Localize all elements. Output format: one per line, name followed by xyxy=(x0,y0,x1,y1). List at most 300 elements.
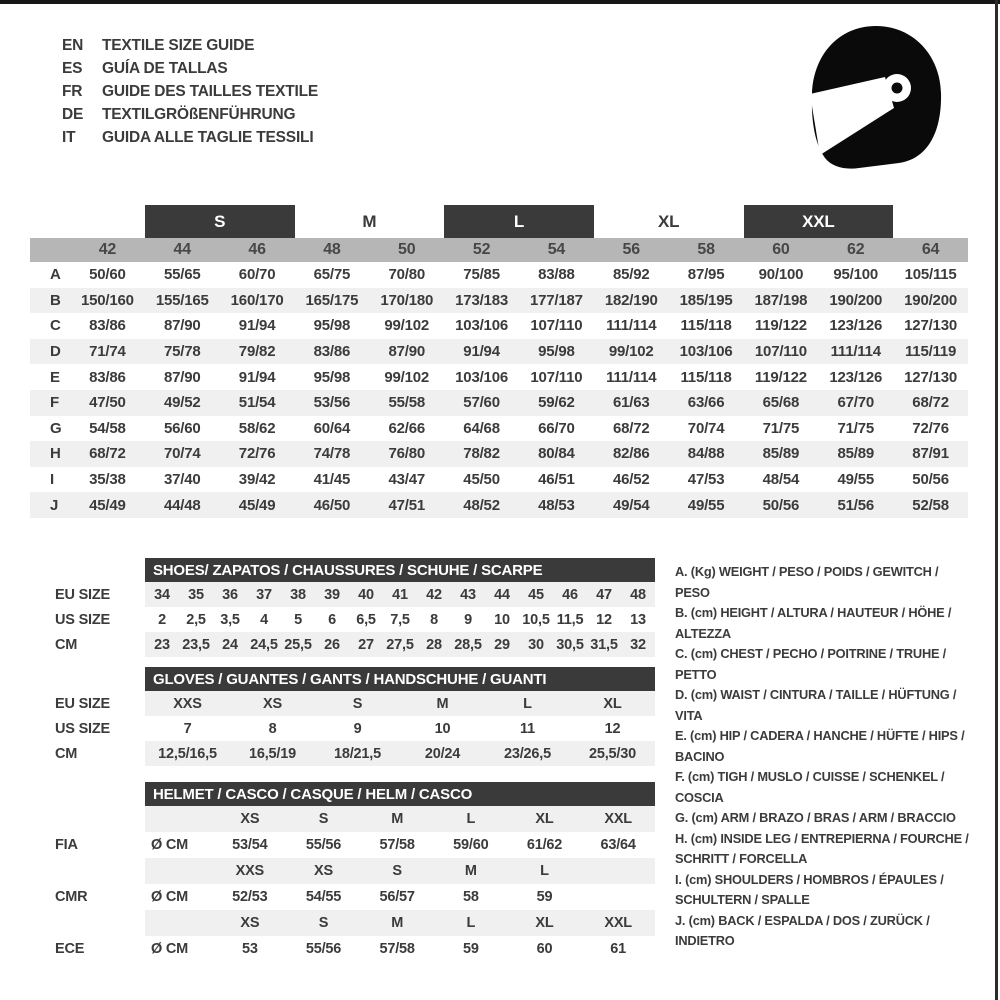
size-group-header-row xyxy=(30,205,968,238)
size-value: 87/90 xyxy=(163,368,201,386)
size-value: 43/47 xyxy=(388,471,426,489)
size-value: 111/114 xyxy=(830,343,881,361)
helmet-size-label: M xyxy=(434,858,508,884)
size-value: 190/200 xyxy=(904,291,957,309)
size-value: 84/88 xyxy=(687,445,725,463)
size-row-label: C xyxy=(50,317,61,335)
helmet-size-label: XXS xyxy=(213,858,287,884)
size-value: 83/88 xyxy=(538,266,575,284)
language-title: TEXTILE SIZE GUIDE xyxy=(102,36,255,54)
size-value: 105/115 xyxy=(904,266,957,284)
value-cell: 2,5 xyxy=(186,611,206,628)
size-value: 56/60 xyxy=(163,419,201,437)
legend-item: D. (cm) WAIST / CINTURA / TAILLE / HÜFTUNG / VITA xyxy=(675,687,957,723)
lower-left-column xyxy=(30,558,658,962)
size-row-label: H xyxy=(50,445,61,463)
value-cell: 2 xyxy=(158,611,166,628)
value-cell: 8 xyxy=(268,720,277,737)
helmet-value: 57/58 xyxy=(379,837,415,853)
size-value: 45/50 xyxy=(463,471,500,489)
numeric-size: 48 xyxy=(323,241,341,258)
size-value: 64/68 xyxy=(463,419,500,437)
size-value: 41/45 xyxy=(313,471,351,489)
size-row-label: I xyxy=(50,471,54,489)
size-value: 60/64 xyxy=(313,419,351,437)
numeric-size: 58 xyxy=(697,241,715,258)
size-value: 150/160 xyxy=(81,291,134,309)
shoes-rows xyxy=(30,582,658,657)
helmet-value: 61/62 xyxy=(526,837,563,853)
value-cell: XL xyxy=(570,691,655,716)
legend-item: A. (Kg) WEIGHT / PESO / POIDS / GEWITCH / PESO xyxy=(675,564,939,600)
value-cell: 12 xyxy=(604,720,621,737)
language-title: TEXTILGRÖßENFÜHRUNG xyxy=(102,105,296,123)
helmet-sizes-row xyxy=(30,910,655,936)
table-row xyxy=(30,607,655,632)
size-value: 190/200 xyxy=(829,291,883,309)
size-value: 45/49 xyxy=(89,496,126,514)
size-value: 72/76 xyxy=(238,445,276,463)
value-cell: 13 xyxy=(630,611,646,628)
size-row xyxy=(30,467,968,493)
size-group-xxl: XXL xyxy=(744,205,894,238)
value-cell: 43 xyxy=(451,582,485,607)
helmet-values-row xyxy=(30,884,655,910)
textile-size-table xyxy=(30,205,968,518)
size-value: 91/94 xyxy=(463,343,500,361)
value-cell: 34 xyxy=(145,582,179,607)
size-value: 76/80 xyxy=(388,445,426,463)
size-row xyxy=(30,390,968,416)
helmet-rows xyxy=(30,806,658,962)
helmet-value: 57/58 xyxy=(379,941,415,957)
value-cell: L xyxy=(485,691,570,716)
size-value: 95/98 xyxy=(313,368,351,386)
size-value: 87/90 xyxy=(163,317,201,335)
size-value: 85/92 xyxy=(612,266,650,284)
size-value: 78/82 xyxy=(463,445,500,463)
table-row xyxy=(30,716,655,741)
size-value: 111/114 xyxy=(606,317,657,335)
helmet-value: 58 xyxy=(462,889,479,905)
size-row xyxy=(30,416,968,442)
language-code: EN xyxy=(62,36,84,54)
size-value: 68/72 xyxy=(912,394,949,412)
value-cell: 10 xyxy=(434,720,451,737)
size-value: 67/70 xyxy=(837,394,875,412)
size-value: 44/48 xyxy=(163,496,201,514)
numeric-size: 64 xyxy=(921,241,940,258)
legend-item: H. (cm) INSIDE LEG / ENTREPIERNA / FOURCHE / SCHRITT / FORCELLA xyxy=(675,830,969,866)
value-cell: 7 xyxy=(183,720,192,737)
size-value: 39/42 xyxy=(238,471,276,489)
size-value: 68/72 xyxy=(612,419,650,437)
numeric-size: 62 xyxy=(847,241,865,258)
size-value: 37/40 xyxy=(163,471,201,489)
table-row xyxy=(30,632,655,657)
helmet-value: 53/54 xyxy=(232,837,268,853)
shoes-table xyxy=(30,558,658,657)
size-row xyxy=(30,339,968,365)
size-value: 79/82 xyxy=(238,343,276,361)
value-cell: 38 xyxy=(281,582,315,607)
size-value: 107/110 xyxy=(530,368,583,386)
helmet-value: 56/57 xyxy=(379,889,415,905)
size-row xyxy=(30,262,968,288)
size-value: 55/58 xyxy=(388,394,426,412)
language-code: IT xyxy=(62,128,76,146)
helmet-size-label: S xyxy=(287,910,361,936)
size-value: 83/86 xyxy=(89,368,126,386)
size-value: 63/66 xyxy=(687,394,725,412)
language-row xyxy=(62,103,318,126)
size-value: 160/170 xyxy=(230,291,284,309)
helmet-unit-spacer xyxy=(145,858,213,884)
value-cell: 24 xyxy=(213,632,247,657)
value-cell: 41 xyxy=(383,582,417,607)
value-cell: 20/24 xyxy=(400,741,485,766)
row-label: CM xyxy=(55,636,78,653)
legend-item: I. (cm) SHOULDERS / HOMBROS / ÉPAULES / SCHULTERN / SPALLE xyxy=(675,871,944,907)
table-row xyxy=(30,741,655,766)
value-cell: 3,5 xyxy=(220,611,240,628)
value-cell: 35 xyxy=(179,582,213,607)
shoes-title-bar: SHOES/ ZAPATOS / CHAUSSURES / SCHUHE / SCARPE xyxy=(145,558,655,582)
size-row xyxy=(30,313,968,339)
language-code: DE xyxy=(62,105,84,123)
value-cell: 4 xyxy=(260,611,268,628)
size-value: 53/56 xyxy=(313,394,351,412)
helmet-standard-label: CMR xyxy=(55,889,88,905)
value-cell: 42 xyxy=(417,582,451,607)
size-value: 50/56 xyxy=(912,471,949,489)
size-value: 185/195 xyxy=(679,291,733,309)
value-cell: 7,5 xyxy=(390,611,410,628)
size-value: 127/130 xyxy=(904,368,957,386)
helmet-size-label: L xyxy=(508,858,582,884)
size-value: 66/70 xyxy=(538,419,575,437)
size-value: 90/100 xyxy=(758,266,804,284)
value-cell: 30,5 xyxy=(553,632,587,657)
value-cell: 30 xyxy=(519,632,553,657)
helmet-value: 55/56 xyxy=(305,941,342,957)
table-row xyxy=(30,582,655,607)
size-value: 62/66 xyxy=(388,419,426,437)
helmet-sizes-row xyxy=(30,858,655,884)
size-value: 46/51 xyxy=(538,471,575,489)
helmet-size-label: S xyxy=(287,806,361,832)
size-value: 119/122 xyxy=(754,317,807,335)
table-row xyxy=(30,691,655,716)
helmet-unit-label: Ø CM xyxy=(151,837,189,853)
size-value: 72/76 xyxy=(912,419,949,437)
legend-item: G. (cm) ARM / BRAZO / BRAS / ARM / BRACCIO xyxy=(675,810,956,825)
size-value: 165/175 xyxy=(305,291,359,309)
size-value: 182/190 xyxy=(604,291,658,309)
language-row xyxy=(62,57,318,80)
helmet-size-label: XL xyxy=(508,910,582,936)
size-value: 49/52 xyxy=(163,394,201,412)
helmet-size-label: S xyxy=(360,858,434,884)
size-value: 87/95 xyxy=(687,266,725,284)
helmet-value: 55/56 xyxy=(305,837,342,853)
size-value: 103/106 xyxy=(679,343,733,361)
size-value: 47/50 xyxy=(89,394,126,412)
size-value: 46/52 xyxy=(612,471,650,489)
value-cell: 46 xyxy=(553,582,587,607)
legend-item: F. (cm) TIGH / MUSLO / CUISSE / SCHENKEL / COSCIA xyxy=(675,769,945,805)
value-cell: 26 xyxy=(315,632,349,657)
helmet-value: 59 xyxy=(462,941,479,957)
helmet-values-row xyxy=(30,936,655,962)
value-cell: 36 xyxy=(213,582,247,607)
value-cell: 39 xyxy=(315,582,349,607)
size-value: 55/65 xyxy=(163,266,201,284)
value-cell: XS xyxy=(230,691,315,716)
size-value: 95/100 xyxy=(833,266,879,284)
numeric-size: 50 xyxy=(398,241,416,258)
helmet-value: 53 xyxy=(241,941,258,957)
size-value: 74/78 xyxy=(313,445,351,463)
size-group-xl: XL xyxy=(658,211,680,231)
value-cell: 5 xyxy=(294,611,302,628)
size-value: 95/98 xyxy=(538,343,575,361)
helmet-value: 59 xyxy=(536,889,553,905)
size-value: 57/60 xyxy=(463,394,500,412)
legend-item: J. (cm) BACK / ESPALDA / DOS / ZURÜCK / INDIETRO xyxy=(675,912,930,948)
strip-spacer xyxy=(30,238,70,262)
row-label: CM xyxy=(55,745,78,762)
size-row-label: E xyxy=(50,368,60,386)
size-value: 119/122 xyxy=(754,368,807,386)
numeric-size: 46 xyxy=(248,241,266,258)
helmet-size-label: XS xyxy=(213,806,287,832)
size-value: 99/102 xyxy=(384,317,430,335)
size-row-label: D xyxy=(50,343,61,361)
gloves-rows xyxy=(30,691,658,766)
value-cell: 9 xyxy=(464,611,472,628)
legend-list xyxy=(675,558,975,962)
value-cell: 23,5 xyxy=(179,632,213,657)
language-title: GUÍA DE TALLAS xyxy=(102,59,228,77)
size-value: 91/94 xyxy=(238,368,276,386)
size-row-label: A xyxy=(50,266,61,284)
helmet-value: 54/55 xyxy=(305,889,342,905)
helmet-value: 52/53 xyxy=(232,889,268,905)
helmet-size-label: L xyxy=(434,806,508,832)
value-cell: 12,5/16,5 xyxy=(145,741,230,766)
value-cell: 11 xyxy=(520,720,535,737)
helmet-size-table xyxy=(30,782,658,962)
value-cell: 10 xyxy=(494,611,510,628)
size-row xyxy=(30,441,968,467)
language-title: GUIDE DES TAILLES TEXTILE xyxy=(102,82,319,100)
size-value: 85/89 xyxy=(762,445,800,463)
helmet-size-label: M xyxy=(360,910,434,936)
helmet-value: 60 xyxy=(536,941,553,957)
helmet-size-label: L xyxy=(434,910,508,936)
row-label: EU SIZE xyxy=(55,695,110,712)
size-value: 70/80 xyxy=(388,266,426,284)
photo-right-edge xyxy=(995,0,998,1000)
size-value: 49/54 xyxy=(612,496,650,514)
size-value: 82/86 xyxy=(612,445,650,463)
helmet-size-label: XXL xyxy=(581,910,655,936)
size-value: 187/198 xyxy=(754,291,808,309)
size-value: 103/106 xyxy=(455,368,508,386)
helmet-unit-label: Ø CM xyxy=(151,889,189,905)
value-cell: 28 xyxy=(417,632,451,657)
size-row xyxy=(30,492,968,518)
row-label: EU SIZE xyxy=(55,586,110,603)
helmet-values-row xyxy=(30,832,655,858)
size-value: 87/90 xyxy=(388,343,426,361)
size-value: 35/38 xyxy=(89,471,126,489)
size-group-s: S xyxy=(145,205,295,238)
value-cell: 9 xyxy=(353,720,362,737)
helmet-value xyxy=(581,884,655,910)
size-row xyxy=(30,364,968,390)
size-value: 111/114 xyxy=(606,368,657,386)
size-value: 71/75 xyxy=(837,419,875,437)
helmet-unit-spacer xyxy=(145,910,213,936)
value-cell: 16,5/19 xyxy=(230,741,315,766)
gloves-title-bar: GLOVES / GUANTES / GANTS / HANDSCHUHE / GUANTI xyxy=(145,667,655,691)
size-value: 99/102 xyxy=(608,343,654,361)
row-label: US SIZE xyxy=(55,611,110,628)
size-value: 58/62 xyxy=(238,419,276,437)
size-value: 47/51 xyxy=(388,496,426,514)
size-value: 45/49 xyxy=(238,496,276,514)
size-value: 87/91 xyxy=(912,445,949,463)
size-value: 61/63 xyxy=(612,394,650,412)
value-cell: 23 xyxy=(145,632,179,657)
size-value: 54/58 xyxy=(89,419,126,437)
legend-item: C. (cm) CHEST / PECHO / POITRINE / TRUHE / PETTO xyxy=(675,646,947,682)
helmet-title-bar: HELMET / CASCO / CASQUE / HELM / CASCO xyxy=(145,782,655,806)
numeric-size: 54 xyxy=(547,241,566,258)
size-value: 103/106 xyxy=(455,317,508,335)
size-value: 49/55 xyxy=(837,471,875,489)
helmet-sizes-row xyxy=(30,806,655,832)
value-cell: 25,5 xyxy=(281,632,315,657)
language-row xyxy=(62,126,318,149)
size-value: 51/56 xyxy=(837,496,875,514)
size-value: 65/75 xyxy=(313,266,351,284)
value-cell: 37 xyxy=(247,582,281,607)
language-code: FR xyxy=(62,82,83,100)
language-code: ES xyxy=(62,59,83,77)
helmet-sizes-spacer xyxy=(30,910,145,936)
value-cell: 27,5 xyxy=(383,632,417,657)
value-cell: 6 xyxy=(328,611,336,628)
value-cell: 48 xyxy=(621,582,655,607)
helmet-sizes-spacer xyxy=(30,858,145,884)
value-cell: 6,5 xyxy=(356,611,376,628)
helmet-size-label: M xyxy=(360,806,434,832)
size-value: 70/74 xyxy=(163,445,201,463)
size-value: 155/165 xyxy=(155,291,209,309)
helmet-size-label: XL xyxy=(508,806,582,832)
helmet-size-label: XS xyxy=(213,910,287,936)
size-value: 177/187 xyxy=(530,291,583,309)
language-title: GUIDA ALLE TAGLIE TESSILI xyxy=(102,128,314,146)
helmet-sizes-spacer xyxy=(30,806,145,832)
size-value: 83/86 xyxy=(89,317,126,335)
value-cell: 45 xyxy=(519,582,553,607)
language-row xyxy=(62,34,318,57)
size-value: 115/118 xyxy=(680,317,732,335)
size-value: 75/85 xyxy=(463,266,500,284)
size-value: 91/94 xyxy=(238,317,276,335)
helmet-size-label: XS xyxy=(287,858,361,884)
size-group-m: M xyxy=(362,211,377,231)
helmet-value: 59/60 xyxy=(453,837,489,853)
size-row-label: G xyxy=(50,419,62,437)
lower-section xyxy=(30,558,985,962)
value-cell: S xyxy=(315,691,400,716)
size-value: 170/180 xyxy=(380,291,434,309)
value-cell: 29 xyxy=(485,632,519,657)
size-value: 50/60 xyxy=(89,266,126,284)
photo-top-edge xyxy=(0,0,1000,4)
value-cell: 11,5 xyxy=(556,611,584,628)
helmet-size-label: XXL xyxy=(581,806,655,832)
helmet-size-label xyxy=(581,858,655,884)
size-value: 173/183 xyxy=(455,291,508,309)
size-row-label: F xyxy=(50,394,59,412)
size-value: 85/89 xyxy=(837,445,875,463)
value-cell: 32 xyxy=(621,632,655,657)
value-cell: 27 xyxy=(349,632,383,657)
size-value: 115/119 xyxy=(904,343,957,361)
size-value: 60/70 xyxy=(238,266,276,284)
helmet-value: 63/64 xyxy=(600,837,636,853)
size-value: 52/58 xyxy=(912,496,949,514)
legend-item: B. (cm) HEIGHT / ALTURA / HAUTEUR / HÖHE / ALTEZZA xyxy=(675,605,952,641)
value-cell: XXS xyxy=(145,691,230,716)
size-value: 83/86 xyxy=(313,343,351,361)
size-value: 70/74 xyxy=(687,419,725,437)
value-cell: 28,5 xyxy=(451,632,485,657)
helmet-standard-label: ECE xyxy=(55,941,85,957)
size-value: 65/68 xyxy=(762,394,800,412)
gloves-table xyxy=(30,667,658,766)
value-cell: 25,5/30 xyxy=(570,741,655,766)
size-value: 127/130 xyxy=(904,317,957,335)
numeric-size: 56 xyxy=(622,241,640,258)
helmet-unit-spacer xyxy=(145,806,213,832)
numeric-size-strip xyxy=(30,238,968,262)
value-cell: 12 xyxy=(596,611,612,628)
size-value: 49/55 xyxy=(687,496,725,514)
size-value: 48/54 xyxy=(762,471,800,489)
size-value: 123/126 xyxy=(829,368,883,386)
size-value: 48/52 xyxy=(463,496,500,514)
size-rows xyxy=(30,262,968,518)
size-value: 51/54 xyxy=(238,394,276,412)
value-cell: 18/21,5 xyxy=(315,741,400,766)
value-cell: M xyxy=(400,691,485,716)
value-cell: 10,5 xyxy=(522,611,550,628)
value-cell: 47 xyxy=(587,582,621,607)
value-cell: 23/26,5 xyxy=(485,741,570,766)
size-row-label: J xyxy=(50,496,59,514)
value-cell: 24,5 xyxy=(247,632,281,657)
size-value: 99/102 xyxy=(384,368,430,386)
size-value: 80/84 xyxy=(538,445,575,463)
size-value: 75/78 xyxy=(163,343,201,361)
